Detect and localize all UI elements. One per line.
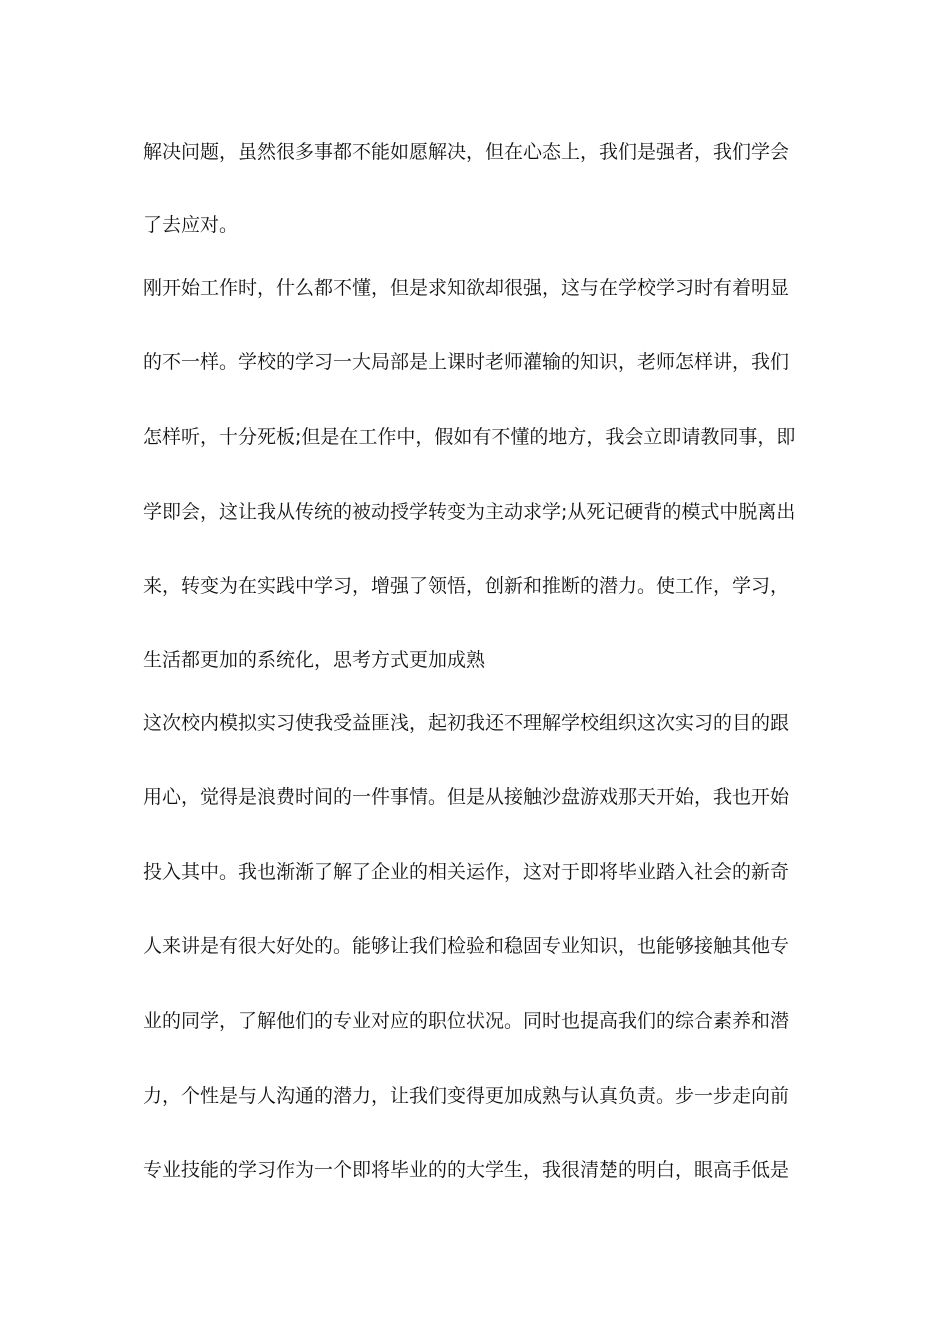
text-line-5: 怎样听，十分死板;但是在工作中，假如有不懂的地方，我会立即请教同事，即: [143, 426, 796, 448]
text-line-7: 来，转变为在实践中学习，增强了领悟，创新和推断的潜力。使工作，学习，: [143, 575, 790, 597]
text-line-8: 生活都更加的系统化，思考方式更加成熟: [143, 649, 486, 671]
text-line-9: 这次校内模拟实习使我受益匪浅，起初我还不理解学校组织这次实习的目的跟: [143, 712, 790, 734]
text-line-10: 用心，觉得是浪费时间的一件事情。但是从接触沙盘游戏那天开始，我也开始: [143, 786, 790, 808]
text-line-3: 刚开始工作时，什么都不懂，但是求知欲却很强，这与在学校学习时有着明显: [143, 277, 790, 299]
text-line-6: 学即会，这让我从传统的被动授学转变为主动求学;从死记硬背的模式中脱离出: [143, 501, 796, 523]
text-line-11: 投入其中。我也渐渐了解了企业的相关运作，这对于即将毕业踏入社会的新奇: [143, 861, 790, 883]
text-line-13: 业的同学，了解他们的专业对应的职位状况。同时也提高我们的综合素养和潜: [143, 1010, 790, 1032]
text-line-14: 力，个性是与人沟通的潜力，让我们变得更加成熟与认真负责。步一步走向前: [143, 1085, 790, 1107]
text-line-2: 了去应对。: [143, 214, 239, 236]
text-line-4: 的不一样。学校的学习一大局部是上课时老师灌输的知识，老师怎样讲，我们: [143, 351, 790, 373]
text-line-12: 人来讲是有很大好处的。能够让我们检验和稳固专业知识，也能够接触其他专: [143, 935, 790, 957]
text-line-15: 专业技能的学习作为一个即将毕业的的大学生，我很清楚的明白，眼高手低是: [143, 1159, 790, 1181]
text-line-1: 解决问题，虽然很多事都不能如愿解决，但在心态上，我们是强者，我们学会: [143, 141, 790, 163]
